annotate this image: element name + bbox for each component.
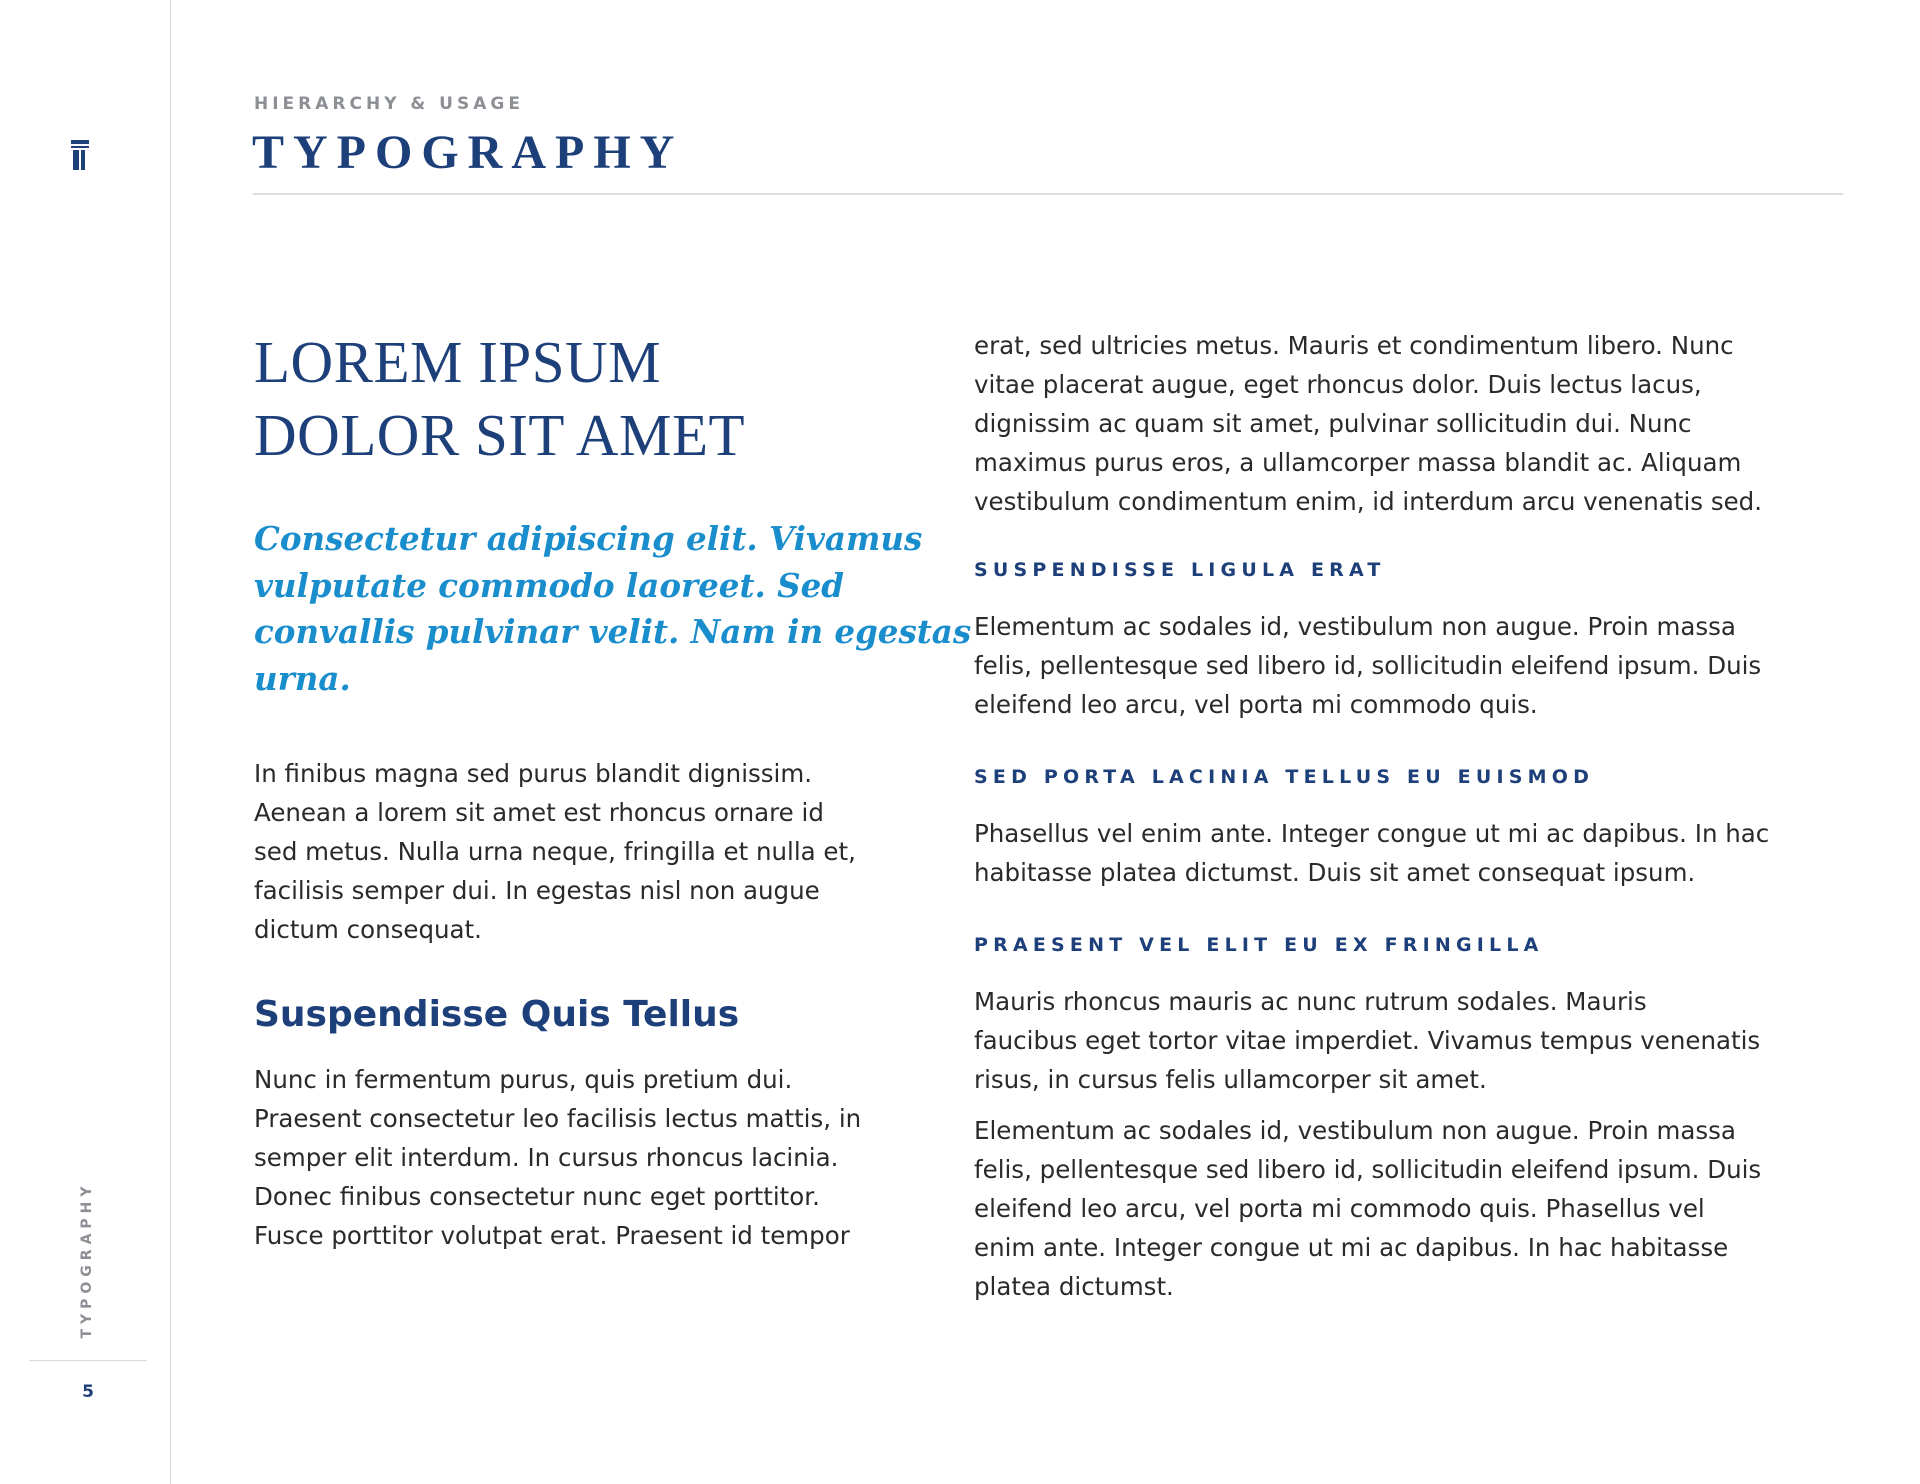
body-line: vitae placerat augue, eget rhoncus dolor. Duis lectus lacus, (974, 370, 1702, 399)
body-line: Elementum ac sodales id, vestibulum non augue. Proin massa (974, 612, 1736, 641)
body-line: Elementum ac sodales id, vestibulum non augue. Proin massa (974, 1116, 1736, 1145)
right-lead-paragraph (974, 326, 1804, 521)
display-heading (254, 326, 884, 472)
body-line: Aenean a lorem sit amet est rhoncus ornare id (254, 798, 824, 827)
right-column (974, 326, 1804, 1306)
intro-italic-paragraph (254, 516, 972, 702)
right-paragraph-2 (974, 814, 1804, 892)
body-line: felis, pellentesque sed libero id, sollicitudin eleifend ipsum. Duis (974, 1155, 1762, 1184)
body-line: vestibulum condimentum enim, id interdum arcu venenatis sed. (974, 487, 1762, 516)
caps-heading-2: SED PORTA LACINIA TELLUS EU EUISMOD (974, 766, 1595, 788)
left-column (254, 326, 972, 1255)
column-logo-icon (71, 140, 89, 170)
intro-line: vulputate commodo laoreet. Sed (254, 565, 844, 605)
body-line: Nunc in fermentum purus, quis pretium dui. (254, 1065, 793, 1094)
caps-heading-1: SUSPENDISSE LIGULA ERAT (974, 559, 1386, 581)
body-line: Donec finibus consectetur nunc eget porttitor. (254, 1182, 820, 1211)
right-paragraph-1 (974, 607, 1804, 724)
body-line: In finibus magna sed purus blandit dignissim. (254, 759, 812, 788)
body-line: semper elit interdum. In cursus rhoncus lacinia. (254, 1143, 839, 1172)
header-eyebrow: HIERARCHY & USAGE (254, 94, 524, 114)
body-line: platea dictumst. (974, 1272, 1174, 1301)
body-line: sed metus. Nulla urna neque, fringilla et nulla et, (254, 837, 856, 866)
page-number: 5 (82, 1382, 94, 1402)
body-line: Fusce porttitor volutpat erat. Praesent id tempor (254, 1221, 850, 1250)
body-line: felis, pellentesque sed libero id, sollicitudin eleifend ipsum. Duis (974, 651, 1762, 680)
intro-line: Consectetur adipiscing elit. Vivamus (254, 519, 923, 558)
body-line: eleifend leo arcu, vel porta mi commodo quis. (974, 690, 1538, 719)
display-heading-line: LOREM IPSUM (254, 329, 662, 395)
body-line: maximus purus eros, a ullamcorper massa blandit ac. Aliquam (974, 448, 1742, 477)
body-line: erat, sed ultricies metus. Mauris et condimentum libero. Nunc (974, 331, 1734, 360)
body-line: habitasse platea dictumst. Duis sit amet consequat ipsum. (974, 858, 1696, 887)
subheading: Suspendisse Quis Tellus (254, 994, 740, 1035)
display-heading-line: DOLOR SIT AMET (254, 402, 746, 468)
page-title: TYPOGRAPHY (252, 126, 684, 179)
body-line: Phasellus vel enim ante. Integer congue ut mi ac dapibus. In hac (974, 819, 1770, 848)
body-line: Mauris rhoncus mauris ac nunc rutrum sodales. Mauris (974, 987, 1647, 1016)
intro-line: convallis pulvinar velit. Nam in egestas (254, 612, 972, 651)
intro-line: urna. (254, 658, 351, 698)
sidebar-section-label: TYPOGRAPHY (79, 1181, 95, 1339)
right-paragraph-3 (974, 982, 1804, 1099)
left-body-paragraph-2 (254, 1060, 884, 1255)
body-line: dictum consequat. (254, 915, 482, 944)
header-divider (253, 193, 1843, 195)
caps-heading-3: PRAESENT VEL ELIT EU EX FRINGILLA (974, 934, 1544, 956)
body-line: dignissim ac quam sit amet, pulvinar sollicitudin dui. Nunc (974, 409, 1692, 438)
body-line: risus, in cursus felis ullamcorper sit amet. (974, 1065, 1487, 1094)
left-body-paragraph-1 (254, 754, 884, 949)
body-line: eleifend leo arcu, vel porta mi commodo quis. Phasellus vel (974, 1194, 1705, 1223)
body-line: faucibus eget tortor vitae imperdiet. Vivamus tempus venenatis (974, 1026, 1761, 1055)
right-paragraph-4 (974, 1111, 1804, 1306)
sidebar (0, 0, 171, 1484)
sidebar-divider (29, 1360, 147, 1361)
body-line: enim ante. Integer congue ut mi ac dapibus. In hac habitasse (974, 1233, 1729, 1262)
body-line: facilisis semper dui. In egestas nisl non augue (254, 876, 820, 905)
body-line: Praesent consectetur leo facilisis lectus mattis, in (254, 1104, 862, 1133)
